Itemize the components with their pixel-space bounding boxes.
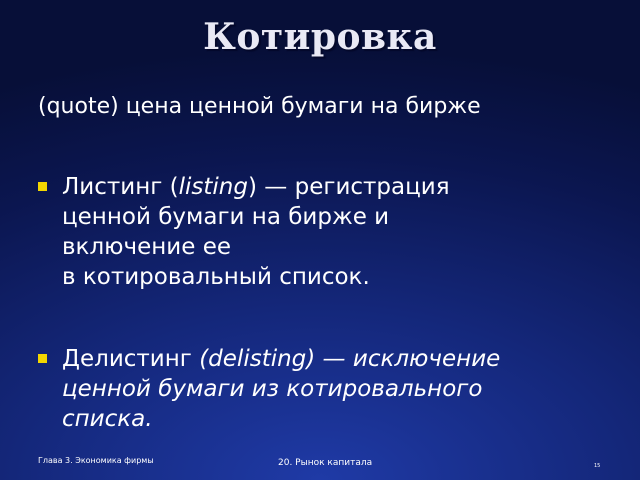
bullet-delisting-line1 [62,344,598,374]
bullet-listing-line1 [62,172,598,202]
bullet-listing-term-close: ) [248,174,257,200]
bullet-delisting [38,344,598,434]
bullet-listing-line2: ценной бумаги на бирже и [62,204,390,230]
bullet-listing-line4: в котировальный список. [62,264,370,290]
bullet-listing-line3: включение ее [62,234,231,260]
bullet-delisting-line3: списка. [62,406,153,432]
bullet-square-icon [38,354,47,363]
bullet-listing-term: Листинг ( [62,174,179,200]
footer-chapter: Глава 3. Экономика фирмы [38,456,154,465]
bullet-delisting-line1-rest: (delisting) — исключение [199,346,501,372]
bullet-listing-text [62,172,598,292]
bullet-delisting-term: Делистинг [62,346,200,372]
slide-title: Котировка [203,16,437,58]
bullet-listing [38,172,598,292]
bullet-delisting-line2: ценной бумаги из котировального [62,376,483,402]
footer-section: 20. Рынок капитала [278,458,373,468]
bullet-listing-line1-rest: — регистрация [256,174,450,200]
bullet-delisting-text [62,344,598,434]
footer-page-number: 15 [594,463,601,469]
bullet-listing-term-en: listing [178,174,248,200]
bullet-square-icon [38,182,47,191]
slide-subtitle: (quote) цена ценной бумаги на бирже [38,94,481,119]
